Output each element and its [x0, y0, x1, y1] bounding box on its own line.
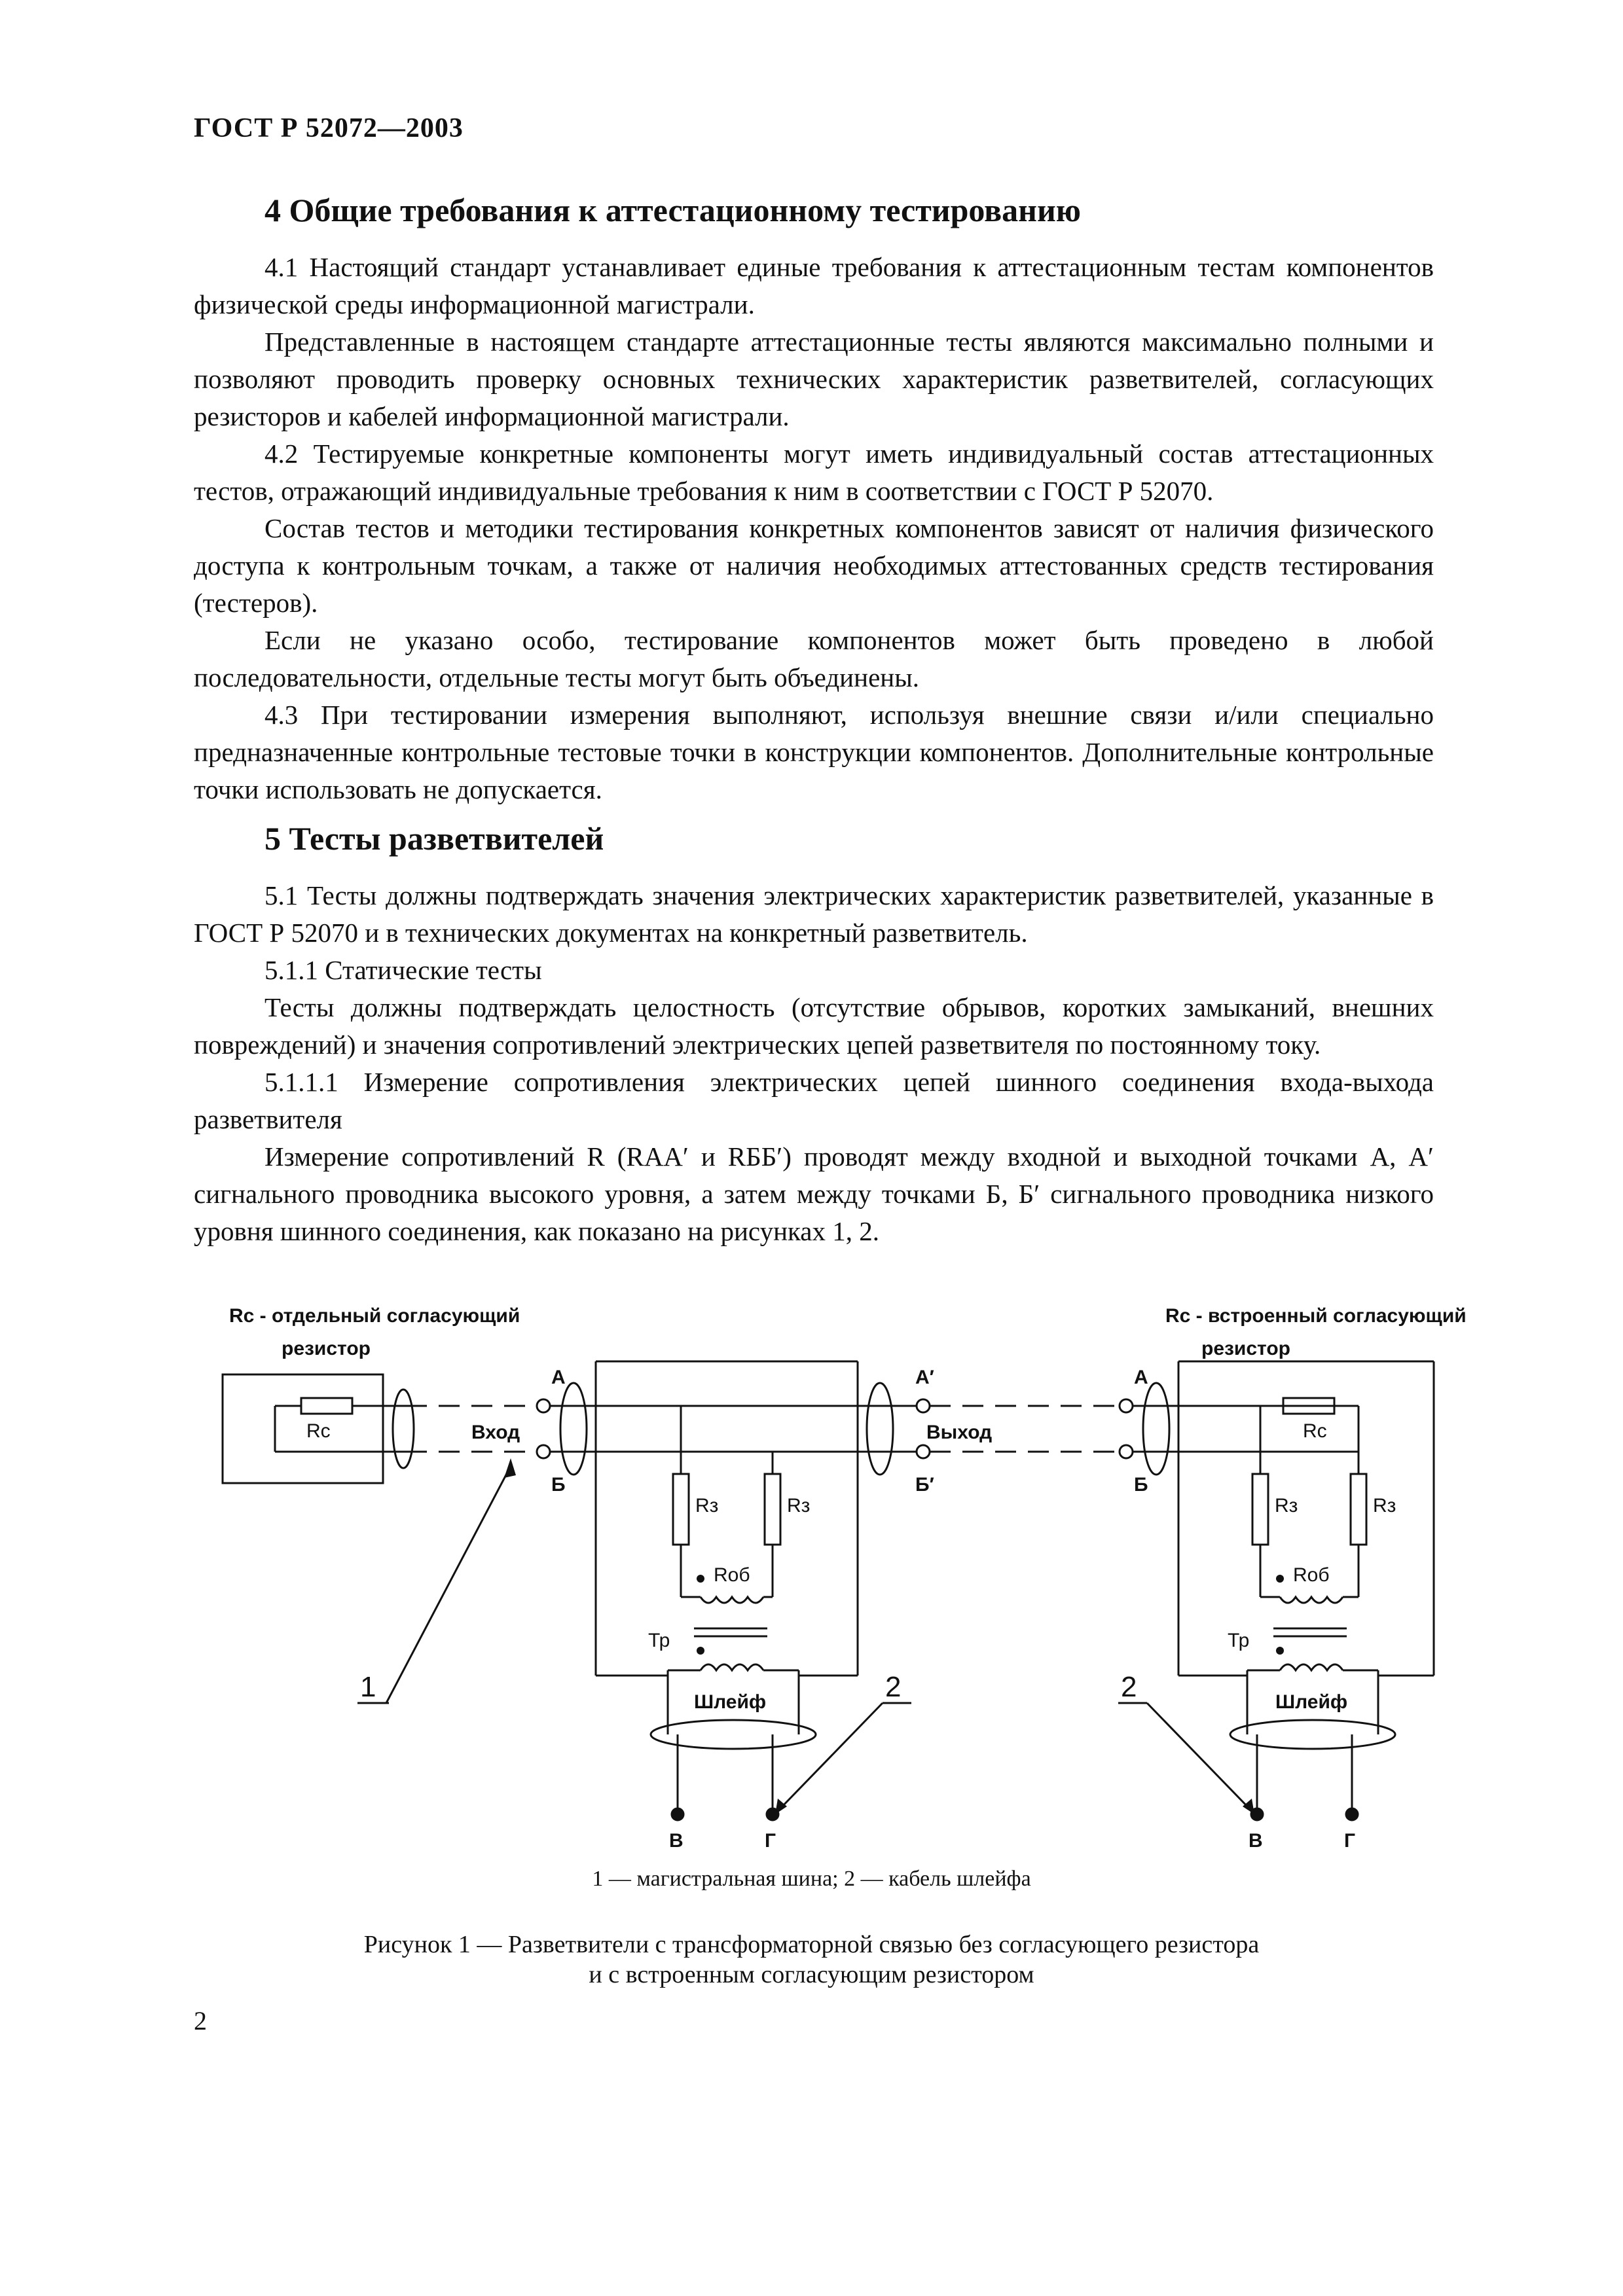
right-resistor-title: Rс - встроенный согласующий — [1165, 1305, 1467, 1327]
arrow-icon — [504, 1458, 516, 1478]
paragraph-4-3: 4.3 При тестировании измерения выполняют, используя внешние связи и/или специально предназначенные контрольные тестовые точки в конструкции компонентов. Дополнительные контрольные точки использовать не допускается. — [194, 700, 1434, 804]
callout-2: 2 — [1121, 1671, 1137, 1703]
figure-caption — [0, 1929, 1623, 1990]
stub-label: Шлейф — [694, 1691, 767, 1713]
rz-resistor — [765, 1474, 780, 1545]
point-g: Г — [765, 1830, 776, 1852]
section-5-heading: 5 Тесты разветвителей — [264, 820, 604, 857]
point-g: Г — [1344, 1830, 1356, 1852]
paragraph-4-1: 4.1 Настоящий стандарт устанавливает единые требования к аттестационным тестам компонентов физической среды информационной магистрали. — [194, 252, 1434, 319]
point-v: В — [669, 1830, 684, 1852]
rc-resistor — [301, 1398, 352, 1414]
resistor-box — [223, 1374, 383, 1483]
figure-legend: 1 — магистральная шина; 2 — кабель шлейфа — [592, 1867, 1031, 1891]
rz-label: Rз — [1275, 1495, 1298, 1516]
section-5-body — [194, 877, 1434, 1250]
paragraph: Представленные в настоящем стандарте аттестационные тесты являются максимально полными и позволяют проводить проверку основных технических характеристик разветвителей, согласующих резисторов и кабелей информационной магистрали. — [194, 327, 1434, 431]
paragraph-5-1-1-1: 5.1.1.1 Измерение сопротивления электрических цепей шинного соединения входа-выхода разветвителя — [194, 1067, 1434, 1134]
paragraph-5-1-1: 5.1.1 Статические тесты — [264, 955, 542, 985]
rc-label: Rс — [306, 1420, 331, 1442]
stub-label: Шлейф — [1275, 1691, 1348, 1713]
callout-1: 1 — [360, 1671, 376, 1703]
rc-label: Rс — [1303, 1420, 1327, 1442]
left-resistor-title-2: резистор — [282, 1338, 371, 1359]
polarity-dot — [697, 1647, 704, 1655]
section-4-heading: 4 Общие требования к аттестационному тестированию — [264, 192, 1081, 228]
rob-label: Rоб — [1293, 1564, 1330, 1586]
tr-label: Тр — [648, 1630, 670, 1651]
rob-label: Rоб — [714, 1564, 750, 1586]
rz-resistor — [1252, 1474, 1268, 1545]
section-4-body — [194, 249, 1434, 808]
rz-label: Rз — [1373, 1495, 1396, 1516]
rz-resistor — [1351, 1474, 1366, 1545]
paragraph: Состав тестов и методики тестирования конкретных компонентов зависят от наличия физического доступа к контрольным точкам, а также от наличия необходимых аттестованных средств тестирования (тестеров). — [194, 513, 1434, 618]
tr-label: Тр — [1228, 1630, 1250, 1651]
point-a: А — [551, 1367, 566, 1388]
arrow-icon — [775, 1799, 787, 1814]
rz-resistor — [673, 1474, 689, 1545]
left-resistor-title: Rс - отдельный согласующий — [229, 1305, 520, 1327]
figure-1-diagram — [196, 1283, 1506, 1859]
arrow-icon — [1243, 1799, 1254, 1814]
polarity-dot — [1276, 1647, 1284, 1655]
rz-label: Rз — [787, 1495, 811, 1516]
point-a-prime: А′ — [915, 1367, 934, 1388]
polarity-dot — [1276, 1575, 1284, 1583]
polarity-dot — [697, 1575, 704, 1583]
right-resistor-title-2: резистор — [1201, 1338, 1290, 1359]
paragraph-4-2: 4.2 Тестируемые конкретные компоненты могут иметь индивидуальный состав аттестационных тестов, отражающий индивидуальные требования к ним в соответствии с ГОСТ Р 52070. — [194, 439, 1434, 506]
point-b: Б — [1134, 1474, 1148, 1496]
page-number: 2 — [194, 2006, 207, 2036]
document-header: ГОСТ Р 52072—2003 — [194, 113, 464, 143]
rz-label: Rз — [695, 1495, 719, 1516]
point-b-prime: Б′ — [915, 1474, 934, 1496]
paragraph: Измерение сопротивлений R (RAA′ и RББ′) проводят между входной и выходной точками А, А′ сигнального проводника высокого уровня, а затем между точками Б, Б′ сигнального проводника низкого уровня шинного соединения, как показано на рисунках 1, 2. — [194, 1141, 1434, 1246]
caption-line-1: Рисунок 1 — Разветвители с трансформаторной связью без согласующего резистора — [363, 1931, 1260, 1958]
input-label: Вход — [471, 1422, 520, 1443]
paragraph: Если не указано особо, тестирование компонентов может быть проведено в любой последовательности, отдельные тесты могут быть объединены. — [194, 625, 1434, 692]
caption-line-2: и с встроенным согласующим резистором — [589, 1961, 1034, 1988]
point-a: А — [1134, 1367, 1148, 1388]
point-b: Б — [551, 1474, 566, 1496]
callout-2: 2 — [885, 1671, 902, 1703]
point-v: В — [1249, 1830, 1263, 1852]
paragraph-5-1: 5.1 Тесты должны подтверждать значения электрических характеристик разветвителей, указанные в ГОСТ Р 52070 и в технических документах на конкретный разветвитель. — [194, 880, 1434, 948]
output-label: Выход — [926, 1422, 993, 1443]
paragraph: Тесты должны подтверждать целостность (отсутствие обрывов, коротких замыканий, внешних повреждений) и значения сопротивлений электрических цепей разветвителя по постоянному току. — [194, 992, 1434, 1060]
